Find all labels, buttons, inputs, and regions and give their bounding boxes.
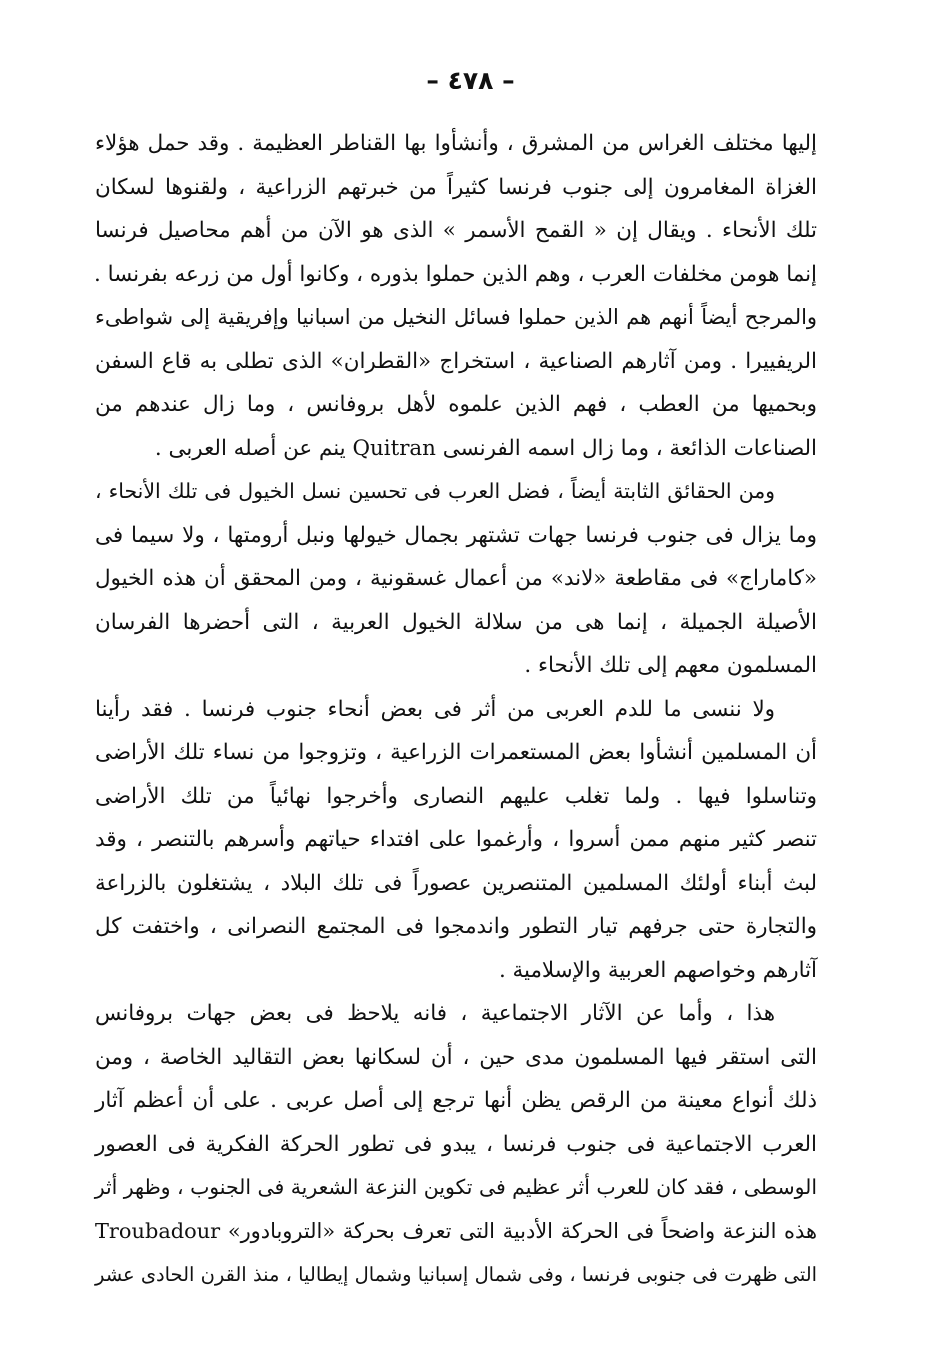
text-line: الأصيلة الجميلة ، إنما هى من سلالة الخيول العربية ، التى أحضرها الفرسان bbox=[95, 609, 817, 635]
paragraph bbox=[95, 122, 817, 470]
text-line: ذلك أنواع معينة من الرقص يظن أنها ترجع إلى أصل عربى . على أن أعظم آثار bbox=[95, 1088, 817, 1113]
paragraph bbox=[95, 688, 817, 993]
text-line: التى استقر فيها المسلمون مدى حين ، أن لسكانها بعض التقاليد الخاصة ، ومن bbox=[95, 1044, 817, 1070]
text-line: وما يزال فى جنوب فرنسا جهات تشتهر بجمال خيولها ونبل أرومتها ، ولا سيما فى bbox=[95, 522, 817, 548]
text-line: المسلمون معهم إلى تلك الأنحاء . bbox=[524, 653, 817, 678]
page-number: – ٤٧٨ – bbox=[426, 66, 515, 95]
text-line: إنما هومن مخلفات العرب ، وهم الذين حملوا بذوره ، وكانوا أول من زرعه بفرنسا . bbox=[93, 261, 817, 287]
text-line: «كاماراج» فى مقاطعة «لاند» من أعمال غسقونية ، ومن المحقق أن هذه الخيول bbox=[95, 566, 817, 591]
text-line: الصناعات الذائعة ، وما زال اسمه الفرنسى Quitran ينم عن أصله العربى . bbox=[154, 435, 817, 461]
text-line: وتناسلوا فيها . ولما تغلب عليهم النصارى وأخرجوا نهائياً من تلك الأراضى bbox=[95, 783, 817, 809]
text-line: أن المسلمين أنشأوا بعض المستعمرات الزراعية ، وتزوجوا من نساء تلك الأراضى bbox=[95, 740, 817, 765]
text-line: تنصر كثير منهم ممن أسروا ، وأرغموا على افتداء حياتهم وأسرهم بالتنصر ، وقد bbox=[95, 827, 817, 852]
paragraph bbox=[95, 470, 817, 688]
text-line: آثارهم وخواصهم العربية والإسلامية . bbox=[498, 957, 817, 983]
text-line: ولا ننسى ما للدم العربى من أثر فى بعض أنحاء جنوب فرنسا . فقد رأينا bbox=[95, 696, 775, 722]
text-line: العرب الاجتماعية فى جنوب فرنسا ، يبدو فى تطور الحركة الفكرية فى العصور bbox=[95, 1131, 817, 1157]
paragraph bbox=[95, 992, 817, 1297]
text-line: لبث أبناء أولئك المسلمين المتنصرين عصوراً فى تلك البلاد ، يشتغلون بالزراعة bbox=[95, 870, 817, 896]
text-line: والمرجح أيضاً أنهم هم الذين حملوا فسائل النخيل من اسبانيا وإفريقية إلى شواطىء bbox=[95, 305, 817, 329]
text-line: وبحميها من العطب ، فهم الذين علموه لأهل بروفانس ، وما زال عندهم من bbox=[95, 392, 817, 417]
body-text bbox=[95, 122, 817, 1297]
text-line: إليها مختلف الغراس من المشرق ، وأنشأوا بها القناطر العظيمة . وقد حمل هؤلاء bbox=[95, 131, 817, 156]
text-line: هذا ، وأما عن الآثار الاجتماعية ، فانه يلاحظ فى بعض جهات بروفانس bbox=[95, 1001, 775, 1026]
text-line: والتجارة حتى جرفهم تيار التطور واندمجوا فى المجتمع النصرانى ، واختفت كل bbox=[95, 914, 817, 939]
text-line: الوسطى ، فقد كان للعرب أثر عظيم فى تكوين النزعة الشعرية فى الجنوب ، وظهر أثر bbox=[94, 1175, 817, 1199]
text-line: ومن الحقائق الثابتة أيضاً ، فضل العرب فى تحسين نسل الخيول فى تلك الأنحاء ، bbox=[95, 479, 775, 503]
text-line: هذه النزعة واضحاً فى الحركة الأدبية التى تعرف بحركة «التروبادور» Troubadour bbox=[95, 1218, 817, 1243]
text-line: الريفييرا . ومن آثارهم الصناعية ، استخراج «القطران» الذى تطلى به قاع السفن bbox=[95, 348, 817, 374]
text-line: تلك الأنحاء . ويقال إن « القمح الأسمر » الذى هو الآن من أهم محاصيل فرنسا bbox=[95, 218, 817, 243]
text-line: الغزاة المغامرون إلى جنوب فرنسا كثيراً من خبرتهم الزراعية ، ولقنوها لسكان bbox=[95, 174, 817, 200]
text-line: التى ظهرت فى جنوبى فرنسا ، وفى شمال إسبانيا وشمال إيطاليا ، منذ القرن الحادى عشر bbox=[95, 1263, 817, 1286]
